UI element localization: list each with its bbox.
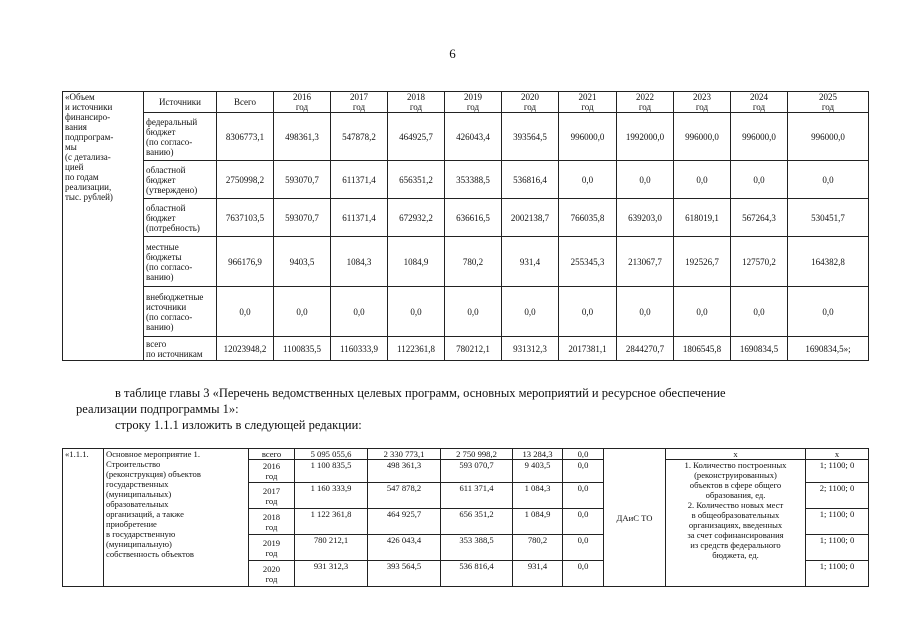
header-cell: 2018 год [388, 92, 445, 113]
source-cell: федеральный бюджет (по согласо- ванию) [144, 113, 217, 161]
table-row [63, 237, 869, 287]
row-number: «1.1.1. [63, 449, 104, 587]
value-cell: 931,4 [502, 237, 559, 287]
paragraph-line: реализации подпрограммы 1»: [76, 402, 239, 416]
value-cell: 1 084,3 [513, 483, 563, 509]
value-cell: 0,0 [559, 161, 617, 199]
value-cell: 1690834,5»; [788, 337, 869, 361]
value-cell: 0,0 [559, 287, 617, 337]
value-cell: 1084,9 [388, 237, 445, 287]
value-cell: 1122361,8 [388, 337, 445, 361]
table-row [63, 113, 869, 161]
value-cell: 780 212,1 [295, 535, 368, 561]
value-cell: 1 084,9 [513, 509, 563, 535]
table-row [63, 161, 869, 199]
header-cell: 2017 год [331, 92, 388, 113]
value-cell: 393 564,5 [368, 561, 441, 587]
paragraph-line: в таблице главы 3 «Перечень ведомственных целевых программ, основных мероприятий и ресурсное обеспечение [115, 386, 726, 400]
indicator-value: 1; 1100; 0 [806, 460, 869, 483]
table-row [63, 337, 869, 361]
value-cell: 393564,5 [502, 113, 559, 161]
paragraph-line: строку 1.1.1 изложить в следующей редакции: [115, 418, 362, 432]
header-cell: 2020 год [502, 92, 559, 113]
source-cell: местные бюджеты (по согласо- ванию) [144, 237, 217, 287]
period-cell: 2019 год [249, 535, 295, 561]
value-cell: 2 750 998,2 [441, 449, 513, 460]
value-cell: 996000,0 [731, 113, 788, 161]
value-cell: 996000,0 [788, 113, 869, 161]
indicator-header: х [666, 449, 806, 460]
value-cell: 639203,0 [617, 199, 674, 237]
value-cell: 1806545,8 [674, 337, 731, 361]
period-cell: всего [249, 449, 295, 460]
value-cell: 498 361,3 [368, 460, 441, 483]
value-cell: 636616,5 [445, 199, 502, 237]
value-cell: 593070,7 [274, 199, 331, 237]
value-cell: 780212,1 [445, 337, 502, 361]
value-cell: 0,0 [563, 460, 604, 483]
value-cell: 0,0 [617, 161, 674, 199]
value-cell: 0,0 [788, 161, 869, 199]
source-cell: областной бюджет (потребность) [144, 199, 217, 237]
table-row [63, 199, 869, 237]
page-number: 6 [449, 46, 456, 61]
financing-table [62, 91, 869, 361]
value-cell: 593 070,7 [441, 460, 513, 483]
value-cell: 164382,8 [788, 237, 869, 287]
financing-side-label: «Объем и источники финансиро- вания подпрограм- мы (с детализа- цией по годам реализации, тыс. рублей) [63, 92, 144, 361]
value-cell: 0,0 [788, 287, 869, 337]
value-cell: 0,0 [617, 287, 674, 337]
value-cell: 536 816,4 [441, 561, 513, 587]
value-cell: 611 371,4 [441, 483, 513, 509]
value-cell: 0,0 [217, 287, 274, 337]
value-cell: 931,4 [513, 561, 563, 587]
value-cell: 1 160 333,9 [295, 483, 368, 509]
value-cell: 966176,9 [217, 237, 274, 287]
source-cell: всего по источникам [144, 337, 217, 361]
value-cell: 0,0 [274, 287, 331, 337]
value-cell: 0,0 [674, 287, 731, 337]
value-cell: 931312,3 [502, 337, 559, 361]
period-cell: 2018 год [249, 509, 295, 535]
executor-cell: ДАиС ТО [604, 449, 666, 587]
value-cell: 618019,1 [674, 199, 731, 237]
value-cell: 213067,7 [617, 237, 674, 287]
indicator-value: 1; 1100; 0 [806, 561, 869, 587]
value-cell: 931 312,3 [295, 561, 368, 587]
value-cell: 464 925,7 [368, 509, 441, 535]
header-cell: Всего [217, 92, 274, 113]
period-cell: 2020 год [249, 561, 295, 587]
header-cell: 2022 год [617, 92, 674, 113]
value-cell: 0,0 [388, 287, 445, 337]
value-cell: 766035,8 [559, 199, 617, 237]
value-cell: 0,0 [502, 287, 559, 337]
value-cell: 780,2 [513, 535, 563, 561]
period-cell: 2016 год [249, 460, 295, 483]
value-cell: 0,0 [563, 561, 604, 587]
value-cell: 426043,4 [445, 113, 502, 161]
value-cell: 1 122 361,8 [295, 509, 368, 535]
value-cell: 780,2 [445, 237, 502, 287]
header-cell: 2016 год [274, 92, 331, 113]
value-cell: 567264,3 [731, 199, 788, 237]
value-cell: 8306773,1 [217, 113, 274, 161]
value-cell: 2017381,1 [559, 337, 617, 361]
table-row [63, 287, 869, 337]
value-cell: 1084,3 [331, 237, 388, 287]
value-cell: 0,0 [563, 483, 604, 509]
value-cell: 2 330 773,1 [368, 449, 441, 460]
value-cell: 353388,5 [445, 161, 502, 199]
value-cell: 426 043,4 [368, 535, 441, 561]
value-cell: 255345,3 [559, 237, 617, 287]
value-cell: 0,0 [731, 161, 788, 199]
measure-table [62, 448, 869, 587]
value-cell: 5 095 055,6 [295, 449, 368, 460]
value-cell: 996000,0 [674, 113, 731, 161]
value-cell: 0,0 [563, 509, 604, 535]
header-cell: Источники [144, 92, 217, 113]
header-cell: 2024 год [731, 92, 788, 113]
value-cell: 530451,7 [788, 199, 869, 237]
value-cell: 1690834,5 [731, 337, 788, 361]
value-cell: 0,0 [563, 449, 604, 460]
value-cell: 0,0 [674, 161, 731, 199]
value-cell: 0,0 [331, 287, 388, 337]
source-cell: внебюджетные источники (по согласо- ванию) [144, 287, 217, 337]
header-cell: 2019 год [445, 92, 502, 113]
value-cell: 1100835,5 [274, 337, 331, 361]
value-cell: 9403,5 [274, 237, 331, 287]
value-cell: 2750998,2 [217, 161, 274, 199]
value-cell: 13 284,3 [513, 449, 563, 460]
header-cell: 2023 год [674, 92, 731, 113]
value-cell: 593070,7 [274, 161, 331, 199]
value-cell: 1 100 835,5 [295, 460, 368, 483]
indicator-value: х [806, 449, 869, 460]
source-cell: областной бюджет (утверждено) [144, 161, 217, 199]
value-cell: 192526,7 [674, 237, 731, 287]
value-cell: 7637103,5 [217, 199, 274, 237]
value-cell: 672932,2 [388, 199, 445, 237]
value-cell: 536816,4 [502, 161, 559, 199]
value-cell: 9 403,5 [513, 460, 563, 483]
indicator-value: 2; 1100; 0 [806, 483, 869, 509]
value-cell: 656 351,2 [441, 509, 513, 535]
value-cell: 1160333,9 [331, 337, 388, 361]
measure-title: Основное мероприятие 1. Строительство (реконструкция) объектов государственных (муниципальных) образовательных организаций, а также приобретение в государственную (муниципальную) собственность объектов [104, 449, 249, 587]
value-cell: 611371,4 [331, 199, 388, 237]
value-cell: 498361,3 [274, 113, 331, 161]
table-row [63, 449, 869, 460]
header-cell: 2021 год [559, 92, 617, 113]
value-cell: 0,0 [445, 287, 502, 337]
indicator-value: 1; 1100; 0 [806, 535, 869, 561]
value-cell: 2002138,7 [502, 199, 559, 237]
indicator-value: 1; 1100; 0 [806, 509, 869, 535]
value-cell: 611371,4 [331, 161, 388, 199]
period-cell: 2017 год [249, 483, 295, 509]
value-cell: 464925,7 [388, 113, 445, 161]
value-cell: 0,0 [731, 287, 788, 337]
value-cell: 656351,2 [388, 161, 445, 199]
header-cell: 2025 год [788, 92, 869, 113]
value-cell: 127570,2 [731, 237, 788, 287]
value-cell: 0,0 [563, 535, 604, 561]
value-cell: 353 388,5 [441, 535, 513, 561]
indicator-text: 1. Количество построенных (реконструированных) объектов в сфере общего образования, ед. 2. Количество новых мест в общеобразовательных организациях, введенных за счет софинансирования из средств федерального бюджета, ед. [666, 460, 806, 587]
value-cell: 1992000,0 [617, 113, 674, 161]
value-cell: 547878,2 [331, 113, 388, 161]
value-cell: 12023948,2 [217, 337, 274, 361]
value-cell: 2844270,7 [617, 337, 674, 361]
value-cell: 547 878,2 [368, 483, 441, 509]
value-cell: 996000,0 [559, 113, 617, 161]
